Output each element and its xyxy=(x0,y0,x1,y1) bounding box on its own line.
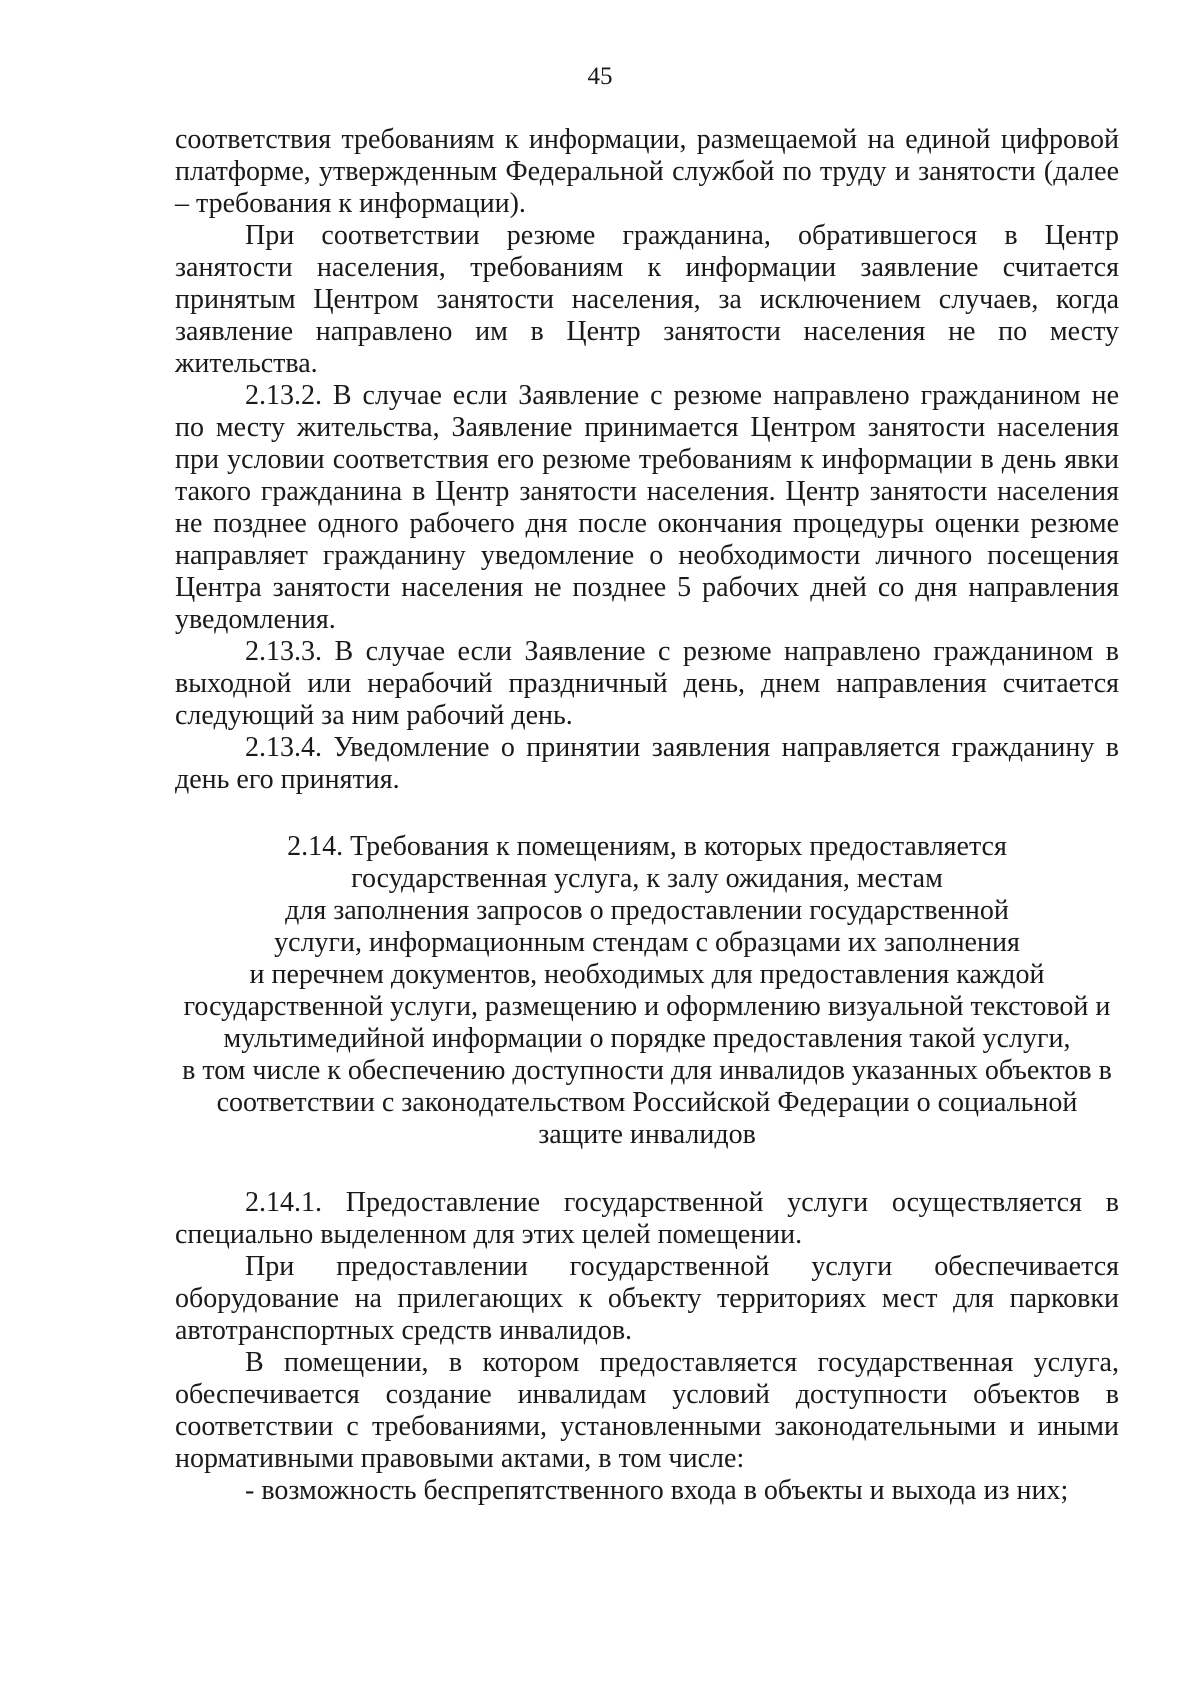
paragraph-2-13-4: 2.13.4. Уведомление о принятии заявления направляется гражданину в день его принятия. xyxy=(175,732,1119,795)
paragraph-2-13-3: 2.13.3. В случае если Заявление с резюме направлено гражданином в выходной или нерабочий праздничный день, днем направления считается следующий за ним рабочий день. xyxy=(175,636,1119,731)
heading-line: 2.14. Требования к помещениям, в которых предоставляется xyxy=(287,831,1007,862)
paragraph-parking: При предоставлении государственной услуги обеспечивается оборудование на прилегающих к объекту территориях мест для парковки автотранспортных средств инвалидов. xyxy=(175,1251,1119,1346)
heading-line: соответствии с законодательством Российской Федерации о социальной xyxy=(216,1087,1078,1118)
heading-line: государственная услуга, к залу ожидания, местам xyxy=(351,863,943,894)
paragraph-accessibility-conditions: В помещении, в котором предоставляется государственная услуга, обеспечивается создание инвалидам условий доступности объектов в соответствии с требованиями, установленными законодательными и иными нормативными правовыми актами, в том числе: xyxy=(175,1347,1119,1474)
heading-line: услуги, информационным стендам с образцами их заполнения xyxy=(274,927,1020,958)
heading-line: для заполнения запросов о предоставлении государственной xyxy=(285,895,1009,926)
paragraph-requirements-continuation: соответствия требованиям к информации, размещаемой на единой цифровой платформе, утвержденным Федеральной службой по труду и занятости (далее – требования к информации). xyxy=(175,124,1119,219)
paragraph-2-14-1: 2.14.1. Предоставление государственной услуги осуществляется в специально выделенном для этих целей помещении. xyxy=(175,1187,1119,1250)
heading-line: государственной услуги, размещению и оформлению визуальной текстовой и xyxy=(183,991,1111,1022)
heading-line: и перечнем документов, необходимых для предоставления каждой xyxy=(249,959,1045,990)
section-heading-2-14 xyxy=(175,831,1119,1151)
list-item-free-entry: - возможность беспрепятственного входа в объекты и выхода из них; xyxy=(245,1475,1069,1506)
paragraph-resume-compliance: При соответствии резюме гражданина, обратившегося в Центр занятости населения, требованиям к информации заявление считается принятым Центром занятости населения, за исключением случаев, когда заявление направлено им в Центр занятости населения не по месту жительства. xyxy=(175,220,1119,379)
heading-line: защите инвалидов xyxy=(538,1119,756,1150)
heading-line: мультимедийной информации о порядке предоставления такой услуги, xyxy=(223,1023,1071,1054)
heading-line: в том числе к обеспечению доступности для инвалидов указанных объектов в xyxy=(182,1055,1112,1086)
document-body xyxy=(175,124,1119,1507)
page-number: 45 xyxy=(587,63,613,90)
paragraph-2-13-2: 2.13.2. В случае если Заявление с резюме направлено гражданином не по месту жительства, Заявление принимается Центром занятости населения при условии соответствия его резюме требованиям к информации в день явки такого гражданина в Центр занятости населения. Центр занятости населения не позднее одного рабочего дня после окончания процедуры оценки резюме направляет гражданину уведомление о необходимости личного посещения Центра занятости населения не позднее 5 рабочих дней со дня направления уведомления. xyxy=(175,380,1119,635)
